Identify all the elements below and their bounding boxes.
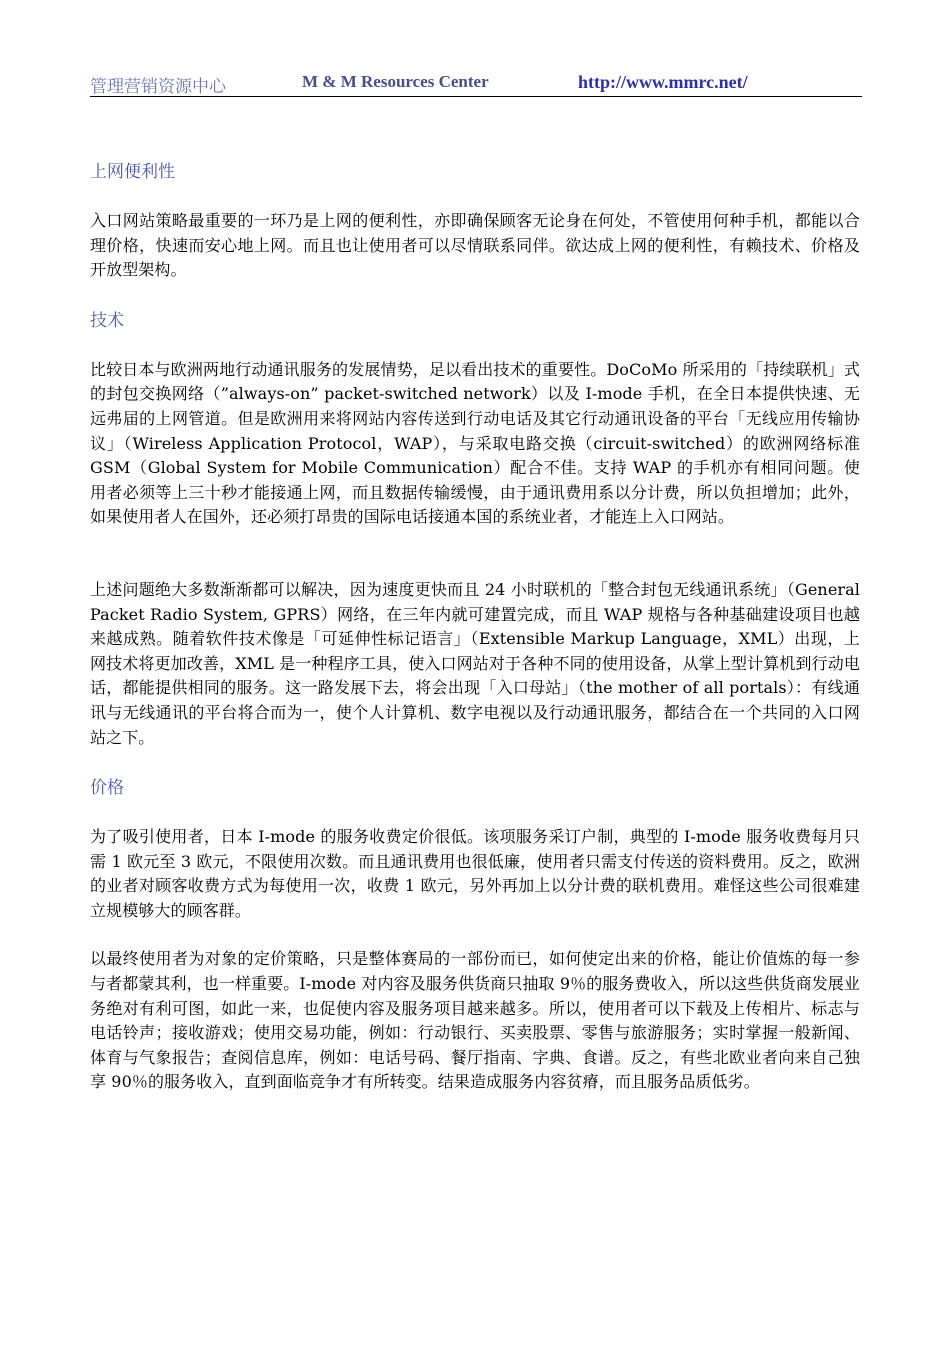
header-url-link[interactable]: http://www.mmrc.net/ [578,72,748,92]
paragraph-convenience: 入口网站策略最重要的一环乃是上网的便利性，亦即确保顾客无论身在何处，不管使用何种手机，都能以合理价格，快速而安心地上网。而且也让使用者可以尽情联系同伴。欲达成上网的便利性，有赖技术、价格及开放型架构。 [90,211,860,280]
header-org-chinese: 管理营销资源中心 [90,77,226,97]
section-heading-technology: 技术 [90,310,124,331]
paragraph-technology-1: 比较日本与欧洲两地行动通讯服务的发展情势，足以看出技术的重要性。DoCoMo 所采用的「持续联机」式的封包交换网络（”always-on” packet-switched network）以及 I-mode 手机，在全日本提供快速、无远弗届的上网管道。但是欧洲用来将网站内容传送到行动电话及其它行动通讯设备的平台「无线应用传输协议」（Wireless Application Protocol，WAP），与采取电路交换（circuit-switched）的欧洲网络标准 GSM（Global System for Mobile Communication）配合不佳。支持 WAP 的手机亦有相同问题。使用者必须等上三十秒才能接通上网，而且数据传输缓慢，由于通讯费用系以分计费，所以负担增加；此外，如果使用者人在国外，还必须打昂贵的国际电话接通本国的系统业者，才能连上入口网站。 [90,359,860,527]
paragraph-technology-2: 上述问题绝大多数渐渐都可以解决，因为速度更快而且 24 小时联机的「整合封包无线通讯系统」（General Packet Radio System, GPRS）网络，在三年内就可建置完成，而且 WAP 规格与各种基础建设项目也越来越成熟。随着软件技术像是「可延伸性标记语言」（Extensible Markup Language，XML）出现，上网技术将更加改善，XML 是一种程序工具，使入口网站对于各种不同的使用设备，从掌上型计算机到行动电话，都能提供相同的服务。这一路发展下去，将会出现「入口母站」（the mother of all portals）：有线通讯与无线通讯的平台将合而为一，使个人计算机、数字电视以及行动通讯服务，都结合在一个共同的入口网站之下。 [90,579,860,747]
header-org-english: M & M Resources Center [302,72,489,91]
paragraph-price-2: 以最终使用者为对象的定价策略，只是整体赛局的一部份而已，如何使定出来的价格，能让价值炼的每一参与者都蒙其利，也一样重要。I-mode 对内容及服务供货商只抽取 9％的服务费收入，所以这些供货商发展业务绝对有利可图，如此一来，也促使内容及服务项目越来越多。所以，使用者可以下载及上传相片、标志与电话铃声；接收游戏；使用交易功能，例如：行动银行、买卖股票、零售与旅游服务；实时掌握一般新闻、体育与气象报告；查阅信息库，例如：电话号码、餐厅指南、字典、食谱。反之，有些北欧业者向来自己独享 90％的服务收入，直到面临竞争才有所转变。结果造成服务内容贫瘠，而且服务品质低劣。 [90,949,860,1092]
paragraph-price-1: 为了吸引使用者，日本 I-mode 的服务收费定价很低。该项服务采订户制，典型的 I-mode 服务收费每月只需 1 欧元至 3 欧元，不限使用次数。而且通讯费用也很低廉，使用者只需支付传送的资料费用。反之，欧洲的业者对顾客收费方式为每使用一次，收费 1 欧元，另外再加上以分计费的联机费用。难怪这些公司很难建立规模够大的顾客群。 [90,827,860,920]
section-heading-price: 价格 [90,778,124,799]
document-body [90,160,860,1095]
section-heading-convenience: 上网便利性 [90,162,175,182]
page-header [90,70,862,97]
